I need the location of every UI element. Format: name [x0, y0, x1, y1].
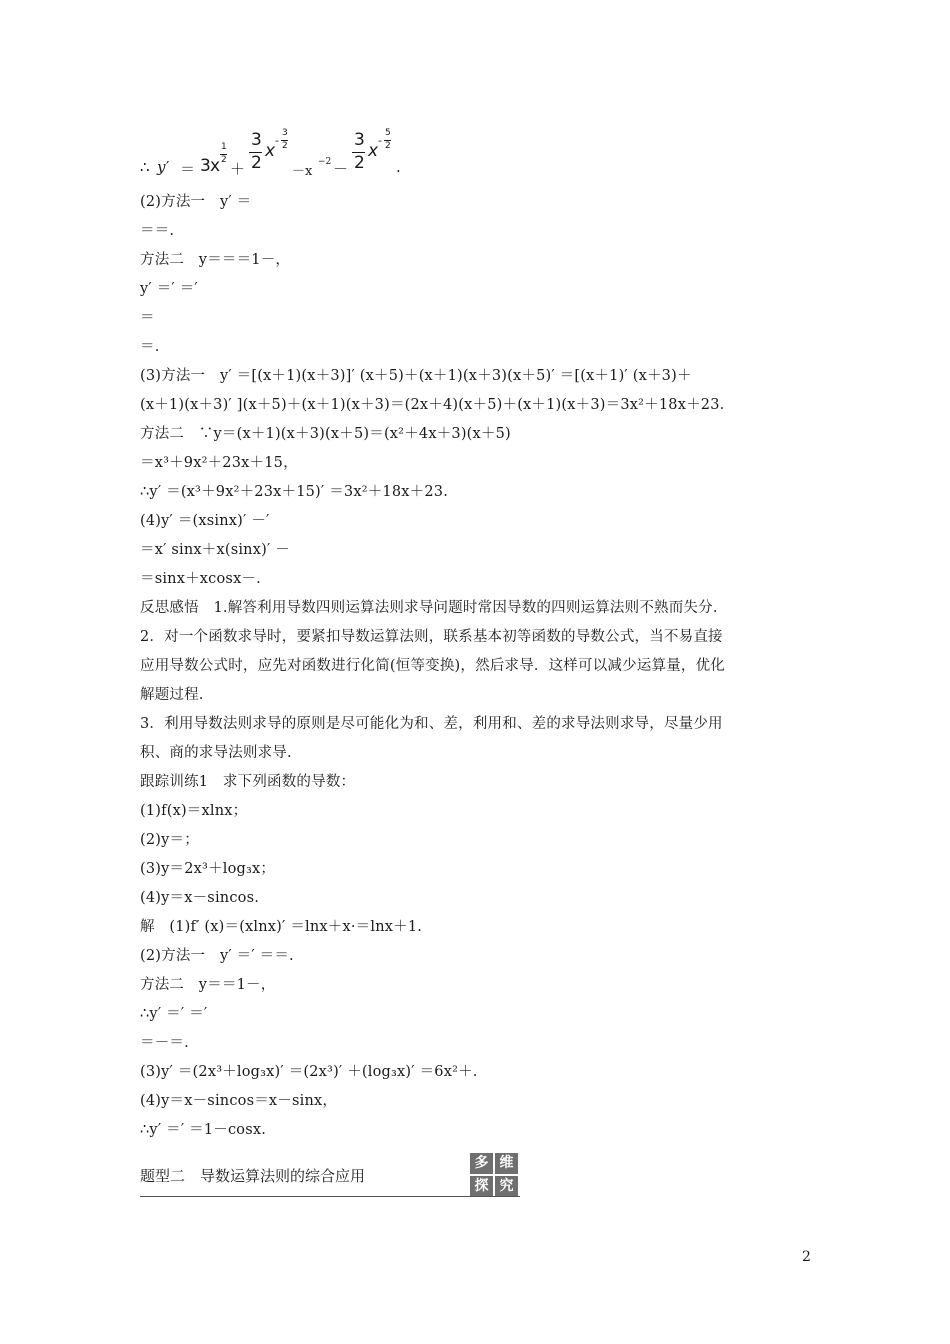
text-line: (4)y＝x－sincos.: [140, 890, 260, 906]
text-line: (3)y′ ＝(2x³＋log₃x)′ ＝(2x³)′ ＋(log₃x)′ ＝6x²＋.: [140, 1064, 478, 1080]
formula-y: y: [157, 158, 166, 176]
formula-prime: ′: [166, 158, 170, 176]
term1-var: x: [210, 156, 221, 176]
text-line: 2．对一个函数求导时，要紧扣导数运算法则，联系基本初等函数的导数公式，当不易直接: [140, 629, 723, 645]
text-line: ＝x³＋9x²＋23x＋15，: [140, 455, 298, 471]
term2-var: x: [265, 141, 276, 161]
term4-var: x: [368, 141, 379, 161]
text-line: ∴y′ ＝(x³＋9x²＋23x＋15)′ ＝3x²＋18x＋23.: [140, 484, 449, 500]
derivative-formula: [140, 128, 440, 188]
term1-coef: 3: [200, 156, 211, 176]
formula-end: .: [396, 158, 401, 176]
plus-sign: ＋: [230, 160, 246, 178]
term2-num: 3: [251, 130, 262, 150]
text-line: ∴y′ ＝′ ＝′: [140, 1006, 208, 1022]
term2-exp-den: 2: [282, 141, 288, 151]
term4-den: 2: [354, 153, 365, 173]
term2-den: 2: [251, 153, 262, 173]
term4-exp-den: 2: [385, 141, 391, 151]
term3: －x: [292, 164, 313, 179]
text-line: ∴y′ ＝′ ＝1－cosx.: [140, 1122, 267, 1138]
therefore-symbol: ∴: [140, 158, 150, 176]
text-line: 跟踪训练1 求下列函数的导数：: [140, 774, 356, 790]
section-header: [140, 1152, 520, 1198]
term2-exp-num: 3: [282, 128, 288, 138]
text-line: 解 (1)f′ (x)＝(xlnx)′ ＝lnx＋x·＝lnx＋1.: [140, 919, 423, 935]
text-line: 方法二 y＝＝1－，: [140, 977, 276, 993]
text-line: y′ ＝′ ＝′: [140, 281, 198, 297]
text-line: (x＋1)(x＋3)′ ](x＋5)＋(x＋1)(x＋3)＝(2x＋4)(x＋5)＋(x＋1)(x＋3)＝3x²＋18x＋23.: [140, 397, 725, 413]
text-line: 方法二 y＝＝＝1－，: [140, 252, 291, 268]
term4-exp-num: 5: [385, 128, 391, 138]
badge-char: 多: [470, 1153, 493, 1174]
term1-exp-den: 2: [221, 155, 227, 165]
text-line: 3．利用导数法则求导的原则是尽可能化为和、差，利用和、差的求导法则求导，尽量少用: [140, 716, 723, 732]
formula-equals: ＝: [180, 160, 196, 178]
text-line: 积、商的求导法则求导.: [140, 745, 292, 761]
page-number: 2: [802, 1249, 811, 1265]
term3-exp: −2: [318, 157, 332, 167]
term1-exp-num: 1: [221, 142, 227, 152]
text-line: (4)y′ ＝(xsinx)′ －′: [140, 513, 270, 529]
minus-sign: －: [333, 160, 349, 178]
section-divider: [140, 1196, 520, 1197]
badge-char: 探: [470, 1176, 493, 1197]
text-line: ＝: [140, 310, 155, 326]
term4-exp-sign: -: [378, 134, 382, 147]
text-line: 方法二 ∵y＝(x＋1)(x＋3)(x＋5)＝(x²＋4x＋3)(x＋5): [140, 426, 511, 442]
text-line: 应用导数公式时，应先对函数进行化简(恒等变换)，然后求导．这样可以减少运算量，优化: [140, 658, 726, 674]
text-line: ＝.: [140, 339, 160, 355]
text-line: 解题过程.: [140, 687, 204, 703]
term2-exp-sign: -: [275, 134, 279, 147]
text-line: 反思感悟 1.解答利用导数四则运算法则求导问题时常因导数的四则运算法则不熟而失分.: [140, 600, 718, 616]
text-line: (2)方法一 y′ ＝′ ＝＝.: [140, 948, 294, 964]
text-line: (2)y＝；: [140, 832, 199, 848]
text-line: (2)方法一 y′ ＝: [140, 194, 252, 210]
term4-num: 3: [354, 130, 365, 150]
section-badge: [470, 1152, 520, 1198]
text-line: (3)y＝2x³＋log₃x；: [140, 861, 276, 877]
text-line: (4)y＝x－sincos＝x－sinx，: [140, 1093, 338, 1109]
text-line: ＝sinx＋xcosx－.: [140, 571, 261, 587]
badge-char: 究: [495, 1176, 518, 1197]
text-line: ＝x′ sinx＋x(sinx)′ －: [140, 542, 290, 558]
text-line: (3)方法一 y′ ＝[(x＋1)(x＋3)]′ (x＋5)＋(x＋1)(x＋3)(x＋5)′ ＝[(x＋1)′ (x＋3)＋: [140, 368, 692, 384]
text-line: ＝－＝.: [140, 1035, 189, 1051]
badge-char: 维: [495, 1153, 518, 1174]
text-line: (1)f(x)＝xlnx；: [140, 803, 248, 819]
text-line: ＝＝.: [140, 223, 175, 239]
section-title: 题型二 导数运算法则的综合应用: [140, 1167, 366, 1185]
